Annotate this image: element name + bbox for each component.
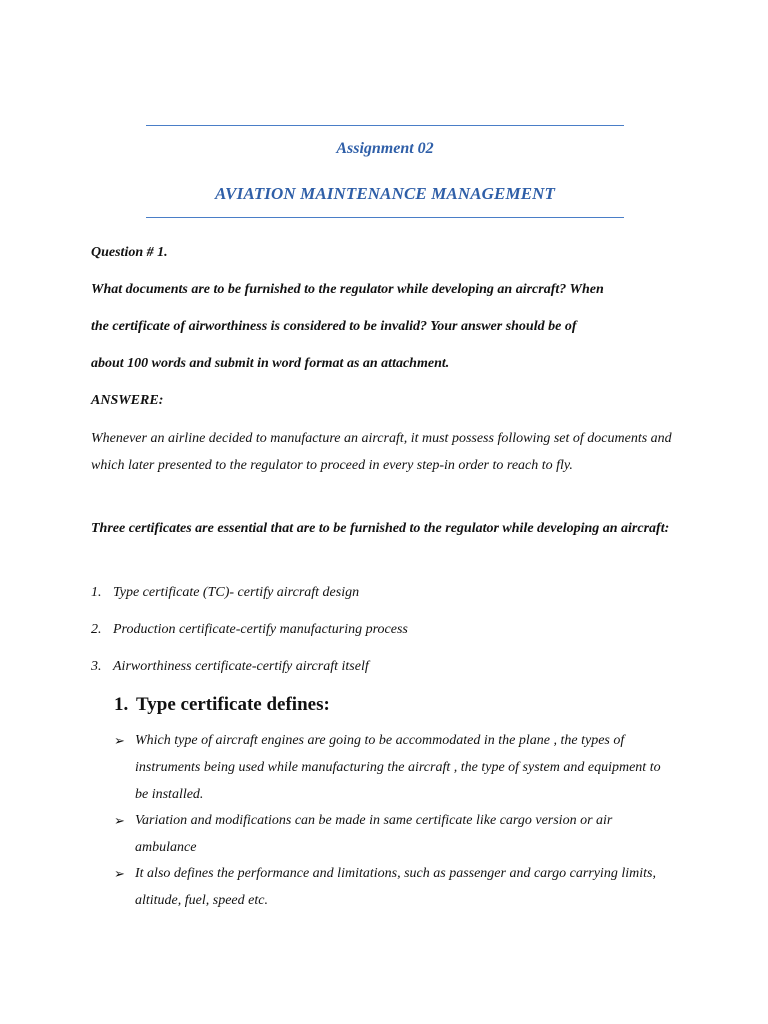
answer-bold-statement: Three certificates are essential that are to be furnished to the regulator while developing an aircraft: [91,521,670,536]
arrowhead-bullet-icon: ➢ [114,866,125,881]
course-title: AVIATION MAINTENANCE MANAGEMENT [214,184,556,203]
arrowhead-bullet-icon: ➢ [114,733,125,748]
section-heading-text: Type certificate defines: [136,694,330,715]
header-rule-top [146,125,624,126]
bullet-item [114,860,674,914]
section-number: 1. [114,694,129,715]
assignment-title: Assignment 02 [336,140,434,157]
question-line-3: about 100 words and submit in word format as an attachment. [91,356,450,371]
bullet-item [114,807,674,861]
section-heading [114,694,330,716]
question-line-2: the certificate of airworthiness is considered to be invalid? Your answer should be of [91,319,577,334]
list-number: 2. [91,622,102,637]
list-text: Airworthiness certificate-certify aircraft itself [113,659,369,674]
bullet-text: Variation and modifications can be made in same certificate like cargo version or air ambulance [135,813,613,855]
certificate-list-item [91,585,359,601]
answer-intro-paragraph: Whenever an airline decided to manufacture an aircraft, it must possess following set of documents and which later presented to the regulator to proceed in every step-in order to reach to fly. [91,431,672,473]
question-line-1: What documents are to be furnished to the regulator while developing an aircraft? When [91,282,604,297]
bullet-item [114,727,674,808]
arrowhead-bullet-icon: ➢ [114,813,125,828]
question-label: Question # 1. [91,245,168,260]
list-number: 3. [91,659,102,674]
bullet-text: Which type of aircraft engines are going to be accommodated in the plane , the types of instruments being used while manufacturing the aircraft , the type of system and equipment to be installed. [135,733,661,802]
bullet-text: It also defines the performance and limitations, such as passenger and cargo carrying limits, altitude, fuel, speed etc. [135,866,656,908]
certificate-list-item [91,659,369,675]
list-number: 1. [91,585,102,600]
list-text: Type certificate (TC)- certify aircraft design [113,585,360,600]
answer-label: ANSWERE: [91,393,164,408]
list-text: Production certificate-certify manufacturing process [113,622,408,637]
header-rule-bottom [146,217,624,218]
certificate-list-item [91,622,408,638]
